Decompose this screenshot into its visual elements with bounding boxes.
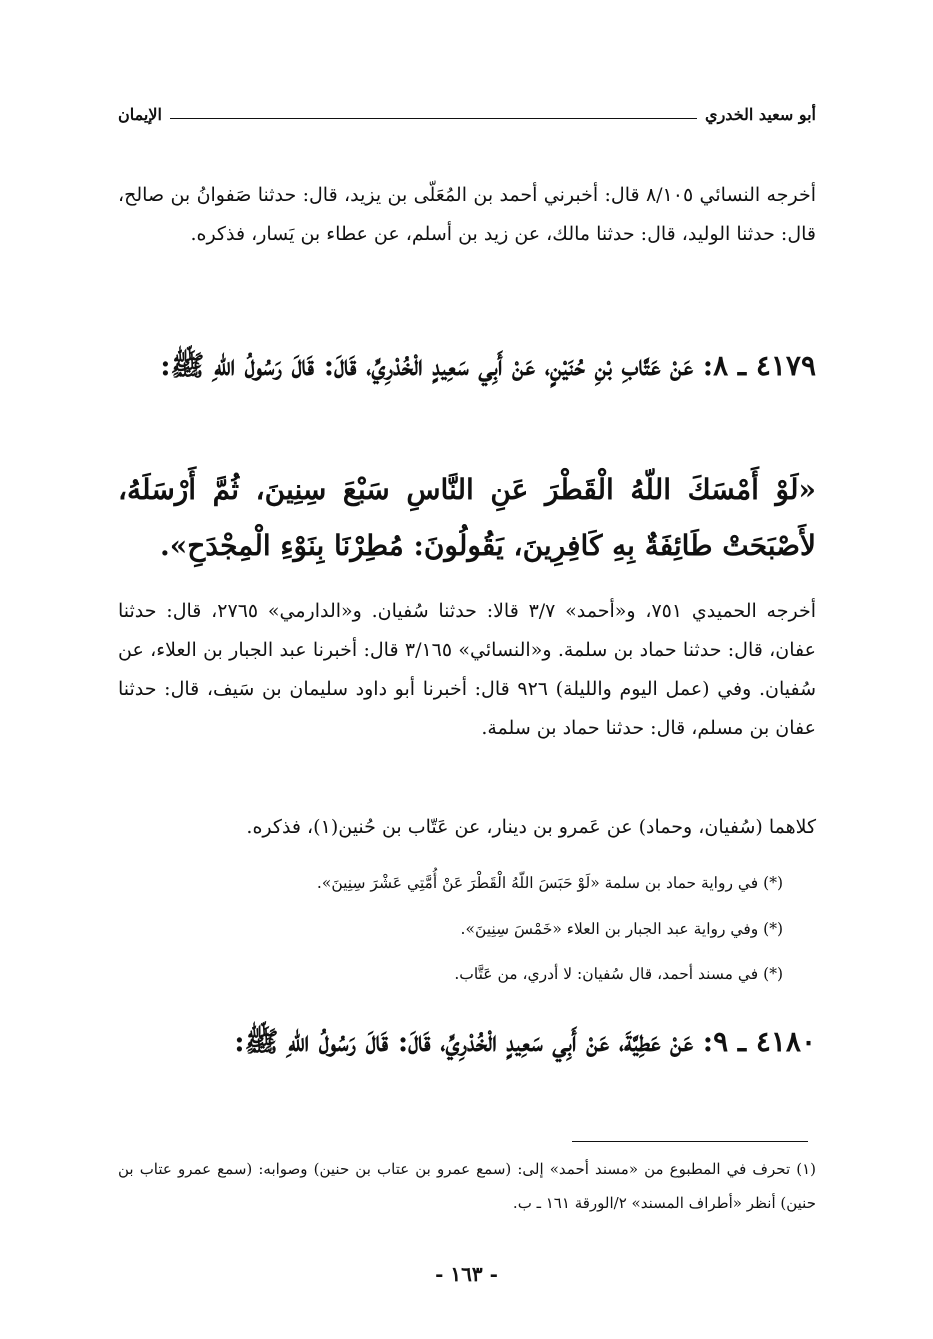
narrator-title: أبو سعيد الخدري — [705, 104, 816, 124]
header-rule — [170, 118, 697, 119]
hadith-4179-text: «لَوْ أَمْسَكَ اللّهُ الْقَطْرَ عَنِ النَّاسِ سَبْعَ سِنِينَ، ثُمَّ أَرْسَلَهُ، لأَصْبَحَتْ طَائِفَةٌ بِهِ كَافِرِينَ، يَقُولُونَ: مُطِرْنَا بِنَوْءِ الْمِجْدَحِ». — [118, 473, 816, 562]
running-header — [118, 98, 816, 130]
footnote-rule — [572, 1141, 808, 1142]
note-3: (*) في مسند أحمد، قال سُفيان: لا أدري، من عَتَّاب. — [454, 965, 783, 983]
paragraph-takhrij-1: أخرجه النسائي ٨/١٠٥ قال: أخبرني أحمد بن المُعَلّى بن يزيد، قال: حدثنا صَفوانُ بن صالح، قال: حدثنا الوليد، قال: حدثنا مالك، عن زيد بن أسلم، عن عطاء بن يَسار، فذكره. — [118, 184, 816, 245]
hadith-4179-isnad: ٤١٧٩ ـ ٨: عَنْ عَتَّابِ بْنِ حُنَيْنٍ، عَنْ أَبِي سَعِيدٍ الْخُدْرِيِّ، قَالَ: قَالَ رَسُولُ اللّهِ ﷺ: — [160, 349, 816, 382]
chapter-title: الإيمان — [118, 104, 162, 124]
footnote-1: (١) تحرف في المطبوع من «مسند أحمد» إلى: (سمع عمرو بن عتاب بن حنين) وصوابه: (سمع عمرو عتاب بن حنين) أنظر «أطراف المسند» ٢/الورقة ١٦١ ـ ب. — [118, 1160, 816, 1212]
page-number: - ١٦٣ - — [435, 1262, 498, 1286]
paragraph-takhrij-2: أخرجه الحميدي ٧٥١، و«أحمد» ٣/٧ قالا: حدثنا سُفيان. و«الدارمي» ٢٧٦٥، قال: حدثنا عفان، قال: حدثنا حماد بن سلمة. و«النسائي» ٣/١٦٥ قال: أخبرنا عبد الجبار بن العلاء، عن سُفيان. وفي (عمل اليوم والليلة) ٩٢٦ قال: أخبرنا أبو داود سليمان بن سَيف، قال: حدثنا عفان بن مسلم، قال: حدثنا حماد بن سلمة. — [118, 600, 817, 739]
note-1: (*) في رواية حماد بن سلمة «لَوْ حَبَسَ اللّهُ الْقَطْرَ عَنْ أُمَّتِي عَشْرَ سِنِينَ». — [316, 874, 783, 892]
note-2: (*) وفي رواية عبد الجبار بن العلاء «خَمْسَ سِنِينَ». — [460, 920, 783, 938]
hadith-4180-isnad: ٤١٨٠ ـ ٩: عَنْ عَطِيَّةَ، عَنْ أَبِي سَعِيدٍ الْخُدْرِيِّ، قَالَ: قَالَ رَسُولُ اللّهِ ﷺ: — [234, 1025, 816, 1058]
paragraph-takhrij-3: كلاهما (سُفيان، وحماد) عن عَمرو بن دينار، عن عَتّاب بن حُنين(١)، فذكره. — [246, 816, 816, 838]
